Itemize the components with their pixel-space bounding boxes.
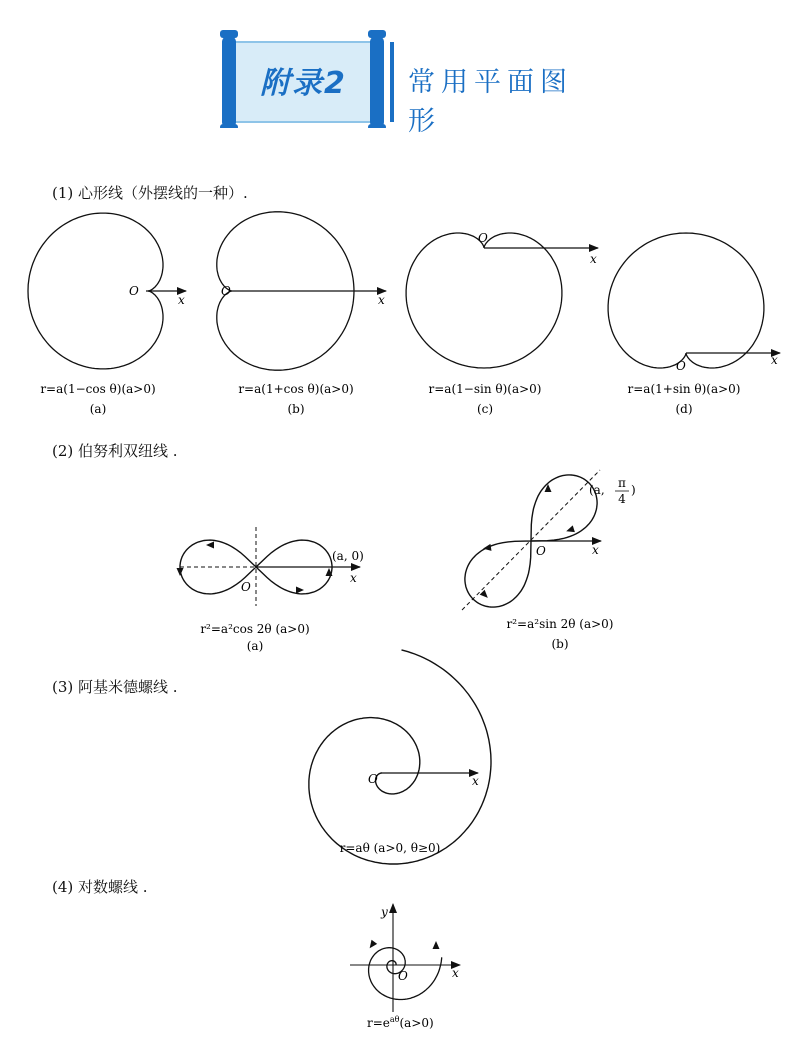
lemniscate-b-x-label: x [592, 543, 599, 557]
archimedes-formula: r=aθ (a>0, θ≥0) [339, 841, 441, 855]
log-spiral-formula-exp: aθ [389, 1015, 400, 1024]
lemniscate-b-point-prefix: (a, [589, 483, 605, 497]
lemniscate-b [462, 470, 636, 651]
cardioid-d [608, 233, 780, 416]
lemniscate-a-sub: (a) [246, 639, 264, 653]
log-spiral-formula-tail: (a>0) [399, 1016, 434, 1030]
section-heading-archimedes: (3) 阿基米德螺线 . [52, 678, 178, 696]
cardioid-c-x-label: x [590, 252, 597, 266]
log-spiral-formula-base: r=e [367, 1016, 390, 1030]
cardioid-d-x-label: x [771, 353, 778, 367]
lemniscate-b-point-suffix: ) [631, 483, 636, 497]
direction-arrow [206, 542, 214, 549]
cardioid-a-formula: r=a(1−cos θ)(a>0) [40, 382, 156, 396]
lemniscate-a-formula: r²=a²cos 2θ (a>0) [200, 622, 310, 636]
lemniscate-b-sub: (b) [551, 637, 569, 651]
log-spiral-y-label: y [381, 905, 388, 919]
lemniscate-a-origin-label: O [241, 580, 251, 594]
appendix-label: 附录2 [260, 66, 347, 101]
section-heading-lemniscate: (2) 伯努利双纽线 . [52, 442, 178, 460]
section-heading-log-spiral: (4) 对数螺线 . [52, 878, 148, 896]
log-spiral [350, 904, 460, 1030]
log-spiral-formula [367, 1015, 434, 1030]
cardioid-b-sub: (b) [287, 402, 305, 416]
lemniscate-a-x-label: x [350, 571, 357, 585]
section-heading-cardioid: (1) 心形线（外摆线的一种）. [52, 184, 248, 202]
cardioid-c-formula: r=a(1−sin θ)(a>0) [428, 382, 542, 396]
cardioid-c-curve [406, 233, 562, 368]
page-title: 常用平面图形 [408, 67, 573, 137]
cardioid-a-curve [28, 213, 163, 369]
lemniscate-b-point-num: π [618, 476, 626, 490]
lemniscate-b-formula: r²=a²sin 2θ (a>0) [506, 617, 614, 631]
cardioid-d-origin-label: O [676, 359, 686, 373]
archimedes-x-label: x [472, 774, 479, 788]
cardioid-c-origin-label: O [478, 231, 488, 245]
lemniscate-b-point-den: 4 [618, 492, 626, 506]
cardioid-a-x-label: x [178, 293, 185, 307]
log-spiral-origin-label: O [398, 969, 408, 983]
archimedes-spiral-curve [309, 650, 491, 864]
direction-arrow [566, 525, 575, 532]
archimedes-spiral [309, 650, 491, 864]
cardioid-a-sub: (a) [89, 402, 107, 416]
direction-arrow [480, 590, 488, 598]
cardioid-c-sub: (c) [476, 402, 494, 416]
direction-arrow [177, 568, 184, 576]
cardioid-d-formula: r=a(1+sin θ)(a>0) [627, 382, 741, 396]
cardioid-a-origin-label: O [129, 284, 139, 298]
cardioid-c [406, 231, 598, 416]
archimedes-origin-label: O [368, 772, 378, 786]
cardioid-d-sub: (d) [675, 402, 693, 416]
lemniscate-a [177, 527, 364, 653]
cardioid-b [217, 212, 386, 416]
log-spiral-direction-arrows [370, 940, 440, 949]
cardioid-b-x-label: x [378, 293, 385, 307]
direction-arrow [296, 587, 304, 594]
lemniscate-b-origin-label: O [536, 544, 546, 558]
direction-arrow [433, 941, 440, 949]
cardioid-b-origin-label: O [221, 284, 231, 298]
lemniscate-a-point-label: (a, 0) [332, 549, 364, 563]
log-spiral-x-label: x [452, 966, 459, 980]
cardioid-d-curve [608, 233, 764, 368]
direction-arrow [370, 940, 378, 949]
cardioid-b-formula: r=a(1+cos θ)(a>0) [238, 382, 354, 396]
cardioid-a [28, 213, 186, 416]
